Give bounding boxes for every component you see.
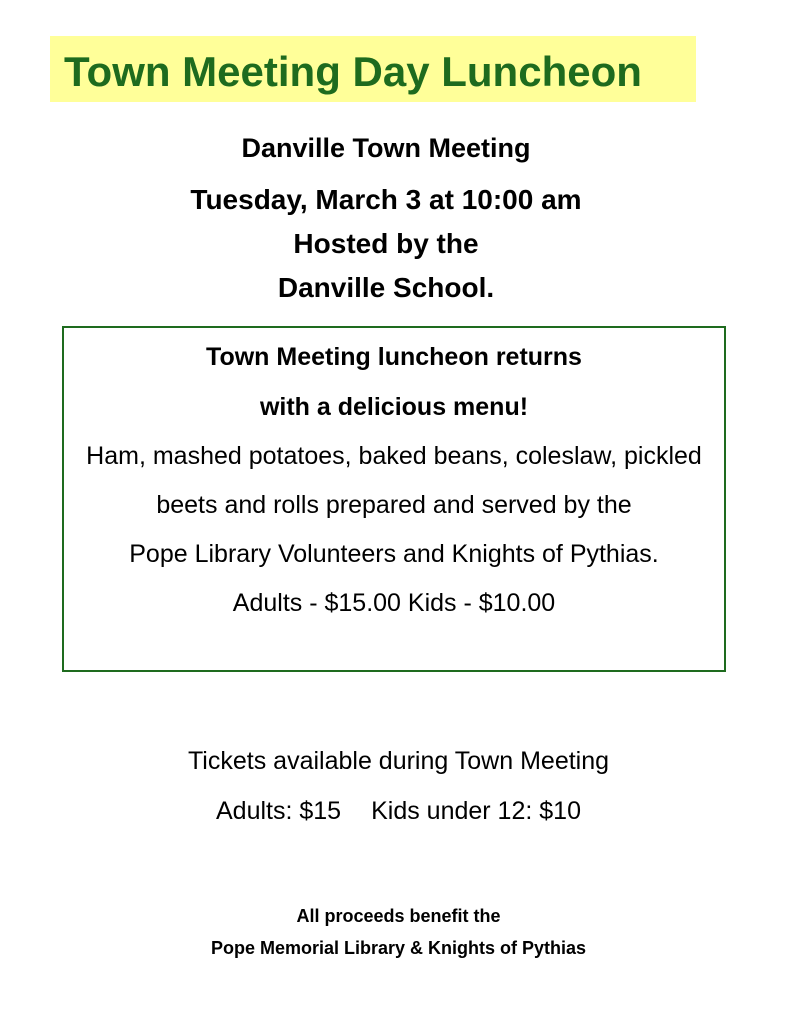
- tickets-kids-price: Kids under 12: $10: [371, 797, 581, 825]
- menu-headline-2: with a delicious menu!: [259, 393, 529, 421]
- event-info: [0, 126, 772, 310]
- tickets-prices: [0, 786, 791, 836]
- event-hosted-by: Hosted by the: [293, 228, 479, 259]
- menu-description: Ham, mashed potatoes, baked beans, coleslaw, pickled beets and rolls prepared and served by the: [86, 442, 702, 519]
- proceeds-note: [0, 900, 791, 964]
- event-name: Danville Town Meeting: [241, 133, 531, 163]
- proceeds-line-1: All proceeds benefit the: [296, 906, 501, 926]
- event-datetime: Tuesday, March 3 at 10:00 am: [190, 184, 582, 215]
- menu-box: [62, 326, 726, 672]
- page-title: Town Meeting Day Luncheon: [64, 48, 642, 95]
- event-host: Danville School.: [277, 272, 495, 303]
- tickets-info: [0, 736, 791, 836]
- menu-headline-1: Town Meeting luncheon returns: [206, 343, 582, 371]
- tickets-availability: Tickets available during Town Meeting: [187, 747, 610, 775]
- tickets-adult-price: Adults: $15: [216, 797, 342, 825]
- menu-servers: Pope Library Volunteers and Knights of Pythias.: [129, 540, 659, 568]
- proceeds-line-2: Pope Memorial Library & Knights of Pythias: [210, 938, 587, 958]
- menu-prices: Adults - $15.00 Kids - $10.00: [232, 589, 556, 617]
